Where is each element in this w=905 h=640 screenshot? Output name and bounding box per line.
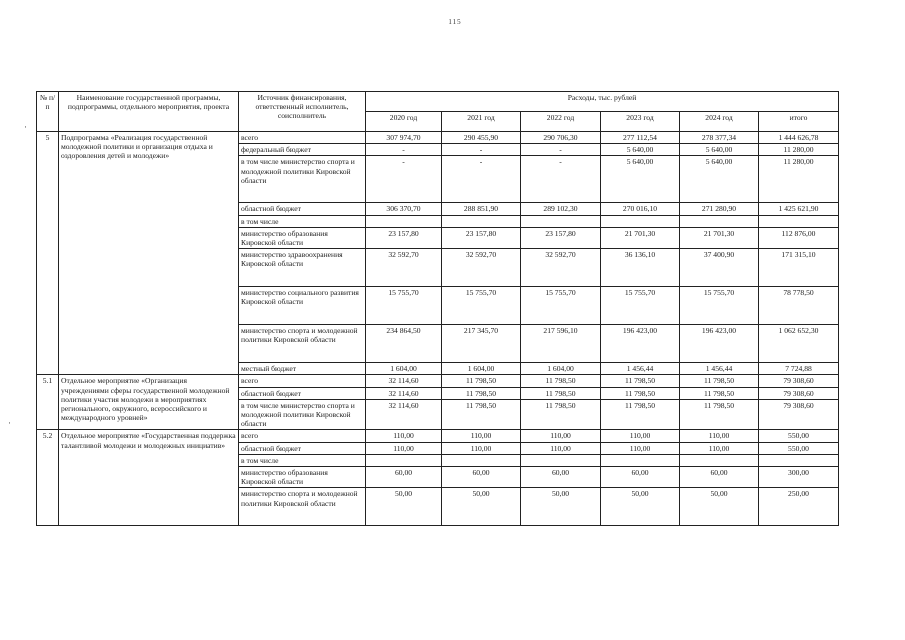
year-value: 110,00 — [601, 442, 680, 454]
year-value: 196 423,00 — [601, 325, 680, 363]
table-row — [37, 430, 839, 442]
total-value: 79 308,60 — [759, 387, 839, 399]
year-value: 60,00 — [680, 467, 759, 488]
col-header-year: 2024 год — [680, 112, 759, 132]
funding-source: министерство образования Кировской области — [239, 467, 366, 488]
year-value — [442, 454, 521, 466]
year-value: 110,00 — [442, 430, 521, 442]
year-value: 21 701,30 — [601, 227, 680, 248]
year-value: 110,00 — [521, 442, 601, 454]
year-value — [601, 215, 680, 227]
year-value: - — [521, 156, 601, 203]
col-header-expenses: Расходы, тыс. рублей — [366, 92, 839, 112]
year-value: 5 640,00 — [680, 144, 759, 156]
program-name: Подпрограмма «Реализация государственной молодежной политики и организация отдыха и оздоровления детей и молодежи» — [59, 132, 239, 375]
col-header-year: 2022 год — [521, 112, 601, 132]
funding-source: всего — [239, 132, 366, 144]
year-value: 277 112,54 — [601, 132, 680, 144]
year-value: 278 377,34 — [680, 132, 759, 144]
funding-source: всего — [239, 430, 366, 442]
funding-source: министерство социального развития Кировской области — [239, 287, 366, 325]
year-value: 11 798,50 — [521, 387, 601, 399]
year-value: 234 864,50 — [366, 325, 442, 363]
funding-source: в том числе — [239, 454, 366, 466]
year-value: 11 798,50 — [521, 375, 601, 387]
year-value: - — [442, 156, 521, 203]
year-value: 110,00 — [680, 442, 759, 454]
year-value: 11 798,50 — [601, 375, 680, 387]
row-number: 5.1 — [37, 375, 59, 430]
total-value: 171 315,10 — [759, 249, 839, 287]
year-value: 271 280,90 — [680, 203, 759, 215]
funding-source: федеральный бюджет — [239, 144, 366, 156]
year-value: 1 456,44 — [680, 363, 759, 375]
year-value: 1 604,00 — [442, 363, 521, 375]
funding-source: министерство спорта и молодежной политики Кировской области — [239, 488, 366, 526]
year-value — [521, 215, 601, 227]
year-value: 11 798,50 — [601, 387, 680, 399]
funding-source: всего — [239, 375, 366, 387]
scan-mark: · — [8, 418, 11, 428]
year-value: 289 102,30 — [521, 203, 601, 215]
total-value: 112 876,00 — [759, 227, 839, 248]
year-value: 50,00 — [601, 488, 680, 526]
year-value: 288 851,90 — [442, 203, 521, 215]
year-value: 60,00 — [521, 467, 601, 488]
year-value: 5 640,00 — [601, 156, 680, 203]
funding-source: областной бюджет — [239, 203, 366, 215]
row-number: 5 — [37, 132, 59, 375]
year-value: 15 755,70 — [521, 287, 601, 325]
year-value: 50,00 — [680, 488, 759, 526]
year-value: 5 640,00 — [601, 144, 680, 156]
year-value: 37 400,90 — [680, 249, 759, 287]
total-value: 550,00 — [759, 430, 839, 442]
year-value — [680, 454, 759, 466]
year-value: 110,00 — [601, 430, 680, 442]
year-value: 11 798,50 — [442, 387, 521, 399]
total-value: 300,00 — [759, 467, 839, 488]
year-value: 15 755,70 — [601, 287, 680, 325]
year-value: 32 592,70 — [442, 249, 521, 287]
year-value: 32 592,70 — [521, 249, 601, 287]
col-header-num: № п/п — [37, 92, 59, 132]
year-value: 11 798,50 — [521, 399, 601, 430]
total-value: 79 308,60 — [759, 399, 839, 430]
total-value — [759, 454, 839, 466]
table-row — [37, 375, 839, 387]
funding-source: министерство здравоохранения Кировской области — [239, 249, 366, 287]
total-value: 1 062 652,30 — [759, 325, 839, 363]
year-value: 196 423,00 — [680, 325, 759, 363]
year-value: 1 604,00 — [521, 363, 601, 375]
year-value: - — [366, 156, 442, 203]
funding-source: в том числе министерство спорта и молодежной политики Кировской области — [239, 399, 366, 430]
year-value: 50,00 — [442, 488, 521, 526]
total-value: 11 280,00 — [759, 156, 839, 203]
col-header-name: Наименование государственной программы, подпрограммы, отдельного мероприятия, проекта — [59, 92, 239, 132]
funding-source: в том числе министерство спорта и молодежной политики Кировской области — [239, 156, 366, 203]
funding-source: областной бюджет — [239, 442, 366, 454]
funding-source: министерство спорта и молодежной политики Кировской области — [239, 325, 366, 363]
row-number: 5.2 — [37, 430, 59, 526]
year-value: 60,00 — [601, 467, 680, 488]
year-value: 50,00 — [521, 488, 601, 526]
year-value: - — [521, 144, 601, 156]
table-row — [37, 132, 839, 144]
year-value: 110,00 — [366, 442, 442, 454]
year-value: 5 640,00 — [680, 156, 759, 203]
year-value: 15 755,70 — [680, 287, 759, 325]
year-value: 306 370,70 — [366, 203, 442, 215]
budget-table-body — [37, 132, 839, 526]
year-value: 110,00 — [442, 442, 521, 454]
total-value: 7 724,88 — [759, 363, 839, 375]
page-number: 115 — [448, 18, 462, 26]
year-value — [366, 215, 442, 227]
year-value: - — [442, 144, 521, 156]
col-header-year: 2023 год — [601, 112, 680, 132]
year-value: 60,00 — [442, 467, 521, 488]
year-value: 110,00 — [521, 430, 601, 442]
year-value: 11 798,50 — [680, 399, 759, 430]
total-value: 78 778,50 — [759, 287, 839, 325]
year-value — [601, 454, 680, 466]
year-value: 11 798,50 — [442, 399, 521, 430]
total-value — [759, 215, 839, 227]
year-value: - — [366, 144, 442, 156]
year-value: 21 701,30 — [680, 227, 759, 248]
year-value: 11 798,50 — [680, 387, 759, 399]
total-value: 1 444 626,78 — [759, 132, 839, 144]
year-value: 110,00 — [366, 430, 442, 442]
year-value: 110,00 — [680, 430, 759, 442]
year-value: 290 455,90 — [442, 132, 521, 144]
year-value: 15 755,70 — [442, 287, 521, 325]
year-value: 32 114,60 — [366, 399, 442, 430]
col-header-year: 2020 год — [366, 112, 442, 132]
total-value: 550,00 — [759, 442, 839, 454]
year-value — [442, 215, 521, 227]
total-value: 250,00 — [759, 488, 839, 526]
total-value: 79 308,60 — [759, 375, 839, 387]
year-value — [680, 215, 759, 227]
total-value: 1 425 621,90 — [759, 203, 839, 215]
funding-source: в том числе — [239, 215, 366, 227]
year-value — [366, 454, 442, 466]
funding-source: местный бюджет — [239, 363, 366, 375]
year-value: 290 706,30 — [521, 132, 601, 144]
year-value: 217 596,10 — [521, 325, 601, 363]
year-value: 307 974,70 — [366, 132, 442, 144]
year-value: 32 114,60 — [366, 375, 442, 387]
year-value: 11 798,50 — [601, 399, 680, 430]
year-value: 23 157,80 — [366, 227, 442, 248]
year-value: 60,00 — [366, 467, 442, 488]
year-value: 270 016,10 — [601, 203, 680, 215]
scan-mark: · — [24, 122, 27, 132]
year-value: 217 345,70 — [442, 325, 521, 363]
year-value: 11 798,50 — [680, 375, 759, 387]
year-value — [521, 454, 601, 466]
col-header-year: 2021 год — [442, 112, 521, 132]
program-name: Отдельное мероприятие «Государственная поддержка талантливой молодежи и молодежных инициатив» — [59, 430, 239, 526]
year-value: 1 604,00 — [366, 363, 442, 375]
year-value: 32 114,60 — [366, 387, 442, 399]
funding-source: областной бюджет — [239, 387, 366, 399]
col-header-total: итого — [759, 112, 839, 132]
year-value: 36 136,10 — [601, 249, 680, 287]
program-name: Отдельное мероприятие «Организация учреждениями сферы государственной молодежной политики участия молодежи в мероприятиях регионального, окружного, всероссийского и международного уровней» — [59, 375, 239, 430]
year-value: 23 157,80 — [442, 227, 521, 248]
year-value: 15 755,70 — [366, 287, 442, 325]
budget-table — [36, 91, 839, 526]
year-value: 32 592,70 — [366, 249, 442, 287]
year-value: 23 157,80 — [521, 227, 601, 248]
funding-source: министерство образования Кировской области — [239, 227, 366, 248]
total-value: 11 280,00 — [759, 144, 839, 156]
col-header-source: Источник финансирования, ответственный исполнитель, соисполнитель — [239, 92, 366, 132]
year-value: 1 456,44 — [601, 363, 680, 375]
year-value: 11 798,50 — [442, 375, 521, 387]
year-value: 50,00 — [366, 488, 442, 526]
